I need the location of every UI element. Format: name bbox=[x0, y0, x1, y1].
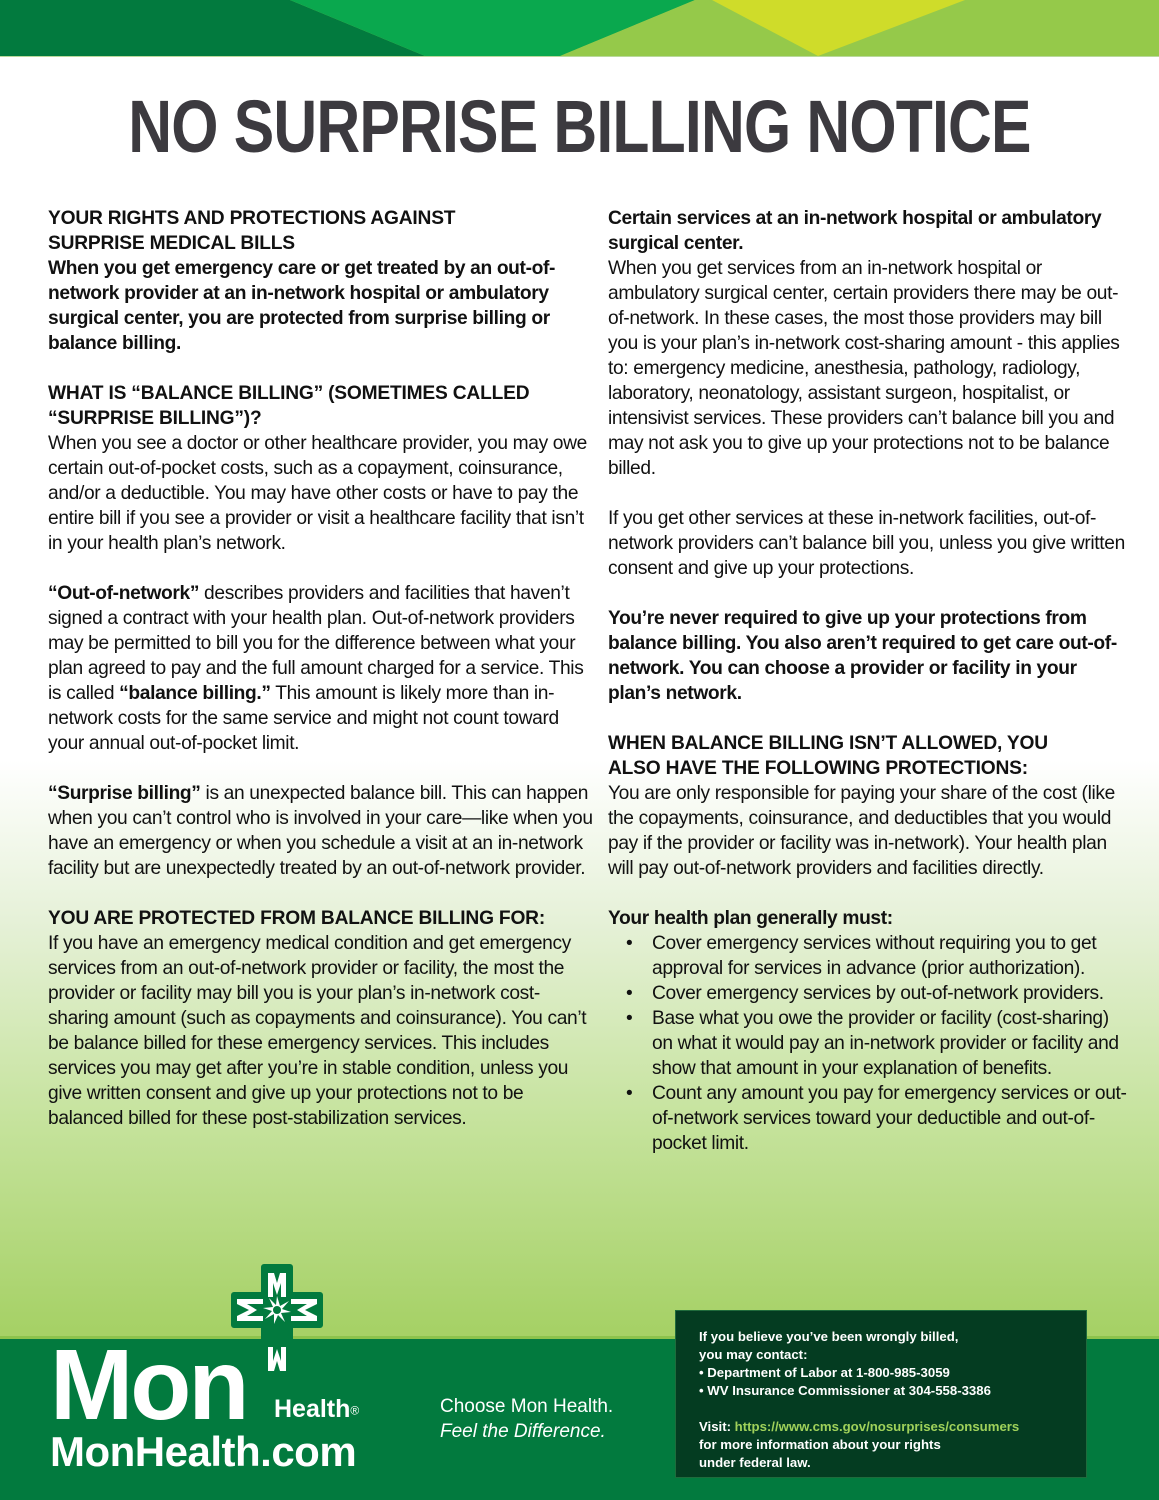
contact-info-box bbox=[675, 1310, 1087, 1478]
when-body: You are only responsible for paying your share of the cost (like the copayments, coinsurance, and deductibles that you would pay if the provider or facility was in-network). Your health plan will pay out-of-network providers and facilities directly. bbox=[608, 783, 1115, 879]
plan-must-section bbox=[608, 906, 1133, 1156]
logo-health-text: Health bbox=[274, 1395, 351, 1423]
plan-must-item: • Base what you owe the provider or facility (cost-sharing) on what it would pay an in-network provider or facility and show that amount in your explanation of benefits. bbox=[608, 1006, 1133, 1081]
contact-wv-insurance: WV Insurance Commissioner at 304-558-3386 bbox=[707, 1383, 991, 1398]
contact-line-2: you may contact: bbox=[699, 1347, 808, 1362]
plan-must-item: • Cover emergency services without requiring you to get approval for services in advance (prior authorization). bbox=[608, 931, 1133, 981]
surprise-billing-section bbox=[48, 781, 593, 881]
balance-billing-term: “balance billing.” bbox=[119, 683, 271, 704]
out-of-network-body-2: This amount is likely more than in-network costs for the same service and might not count toward your annual out-of-pocket limit. bbox=[48, 683, 559, 754]
when-heading-line-1: WHEN BALANCE BILLING ISN’T ALLOWED, YOU bbox=[608, 733, 1048, 754]
plan-must-item: • Cover emergency services by out-of-network providers. bbox=[608, 981, 1133, 1006]
contact-line-1: If you believe you’ve been wrongly billed, bbox=[699, 1329, 959, 1344]
visit-label: Visit: bbox=[699, 1419, 735, 1434]
header-decorative-band bbox=[0, 0, 1159, 57]
protected-body: If you have an emergency medical condition and get emergency services from an out-of-network provider or facility, the most the provider or facility may bill you is your plan’s in-network cost-sharing amount (such as copayments and coinsurance). You can’t be balance billed for these emergency services. This includes services you may get after you’re in stable condition, unless you give written consent and give up your protections not to be balanced billed for these post-stabilization services. bbox=[48, 933, 587, 1129]
out-of-network-body-1: describes providers and facilities that haven’t signed a contract with your health plan. Out-of-network providers may be permitted to bill you for the difference between what your plan agreed to pay and the full amount charged for a service. This is called bbox=[48, 583, 584, 704]
cms-url-link[interactable]: https://www.cms.gov/nosurprises/consumers bbox=[734, 1419, 1020, 1434]
more-info-line-2: under federal law. bbox=[699, 1455, 811, 1470]
contact-bullet: • WV Insurance Commissioner at 304-558-3386 bbox=[699, 1383, 991, 1398]
plan-must-item: • Count any amount you pay for emergency services or out-of-network services toward your deductible and out-of-pocket limit. bbox=[608, 1081, 1133, 1156]
balance-billing-section bbox=[48, 381, 593, 556]
website-link[interactable]: MonHealth.com bbox=[50, 1428, 357, 1475]
out-of-network-section bbox=[48, 581, 593, 756]
rights-heading-line-2: SURPRISE MEDICAL BILLS bbox=[48, 233, 295, 254]
plan-must-heading: Your health plan generally must: bbox=[608, 908, 893, 929]
registered-mark: ® bbox=[350, 1403, 360, 1418]
more-info-line-1: for more information about your rights bbox=[699, 1437, 941, 1452]
rights-body: When you get emergency care or get treated by an out-of-network provider at an in-network hospital or ambulatory surgical center, you are protected from surprise billing or balance billing. bbox=[48, 258, 556, 354]
never-required-paragraph: You’re never required to give up your protections from balance billing. You also aren’t required to get care out-of-network. You can choose a provider or facility in your plan’s network. bbox=[608, 608, 1117, 704]
rights-heading-line-1: YOUR RIGHTS AND PROTECTIONS AGAINST bbox=[48, 208, 456, 229]
protected-section bbox=[48, 906, 593, 1131]
right-column bbox=[608, 206, 1133, 1156]
plan-must-list bbox=[608, 931, 1133, 1156]
tagline bbox=[440, 1394, 613, 1444]
rights-section bbox=[48, 206, 593, 356]
logo-wordmark-mon: Mon bbox=[50, 1329, 247, 1441]
balance-heading-line-2: “SURPRISE BILLING”)? bbox=[48, 408, 262, 429]
logo-wordmark-health bbox=[274, 1395, 359, 1424]
when-heading-line-2: ALSO HAVE THE FOLLOWING PROTECTIONS: bbox=[608, 758, 1028, 779]
contact-department-of-labor: Department of Labor at 1-800-985-3059 bbox=[707, 1365, 950, 1380]
out-of-network-term: “Out-of-network” bbox=[48, 583, 200, 604]
certain-services-section bbox=[608, 206, 1133, 481]
balance-heading-line-1: WHAT IS “BALANCE BILLING” (SOMETIMES CALLED bbox=[48, 383, 530, 404]
when-not-allowed-section bbox=[608, 731, 1133, 881]
protected-heading: YOU ARE PROTECTED FROM BALANCE BILLING FOR: bbox=[48, 908, 546, 929]
surprise-billing-term: “Surprise billing” bbox=[48, 783, 201, 804]
left-column bbox=[48, 206, 593, 1156]
contact-bullet: • Department of Labor at 1-800-985-3059 bbox=[699, 1365, 950, 1380]
visit-line bbox=[699, 1418, 1086, 1436]
surprise-billing-body: is an unexpected balance bill. This can happen when you can’t control who is involved in your care—like when you have an emergency or when you schedule a visit at an in-network facility but are unexpectedly treated by an out-of-network provider. bbox=[48, 783, 593, 879]
page-title: NO SURPRISE BILLING NOTICE bbox=[128, 85, 1031, 168]
balance-body: When you see a doctor or other healthcare provider, you may owe certain out-of-pocket costs, such as a copayment, coinsurance, and/or a deductible. You may have other costs or have to pay the entire bill if you see a provider or visit a healthcare facility that isn’t in your health plan’s network. bbox=[48, 433, 587, 554]
tagline-line-1: Choose Mon Health. bbox=[440, 1396, 614, 1417]
tagline-line-2: Feel the Difference. bbox=[440, 1421, 606, 1442]
certain-services-body: When you get services from an in-network hospital or ambulatory surgical center, certain providers there may be out-of-network. In these cases, the most those providers may bill you is your plan’s in-network cost-sharing amount - this applies to: emergency medicine, anesthesia, pathology, radiology, laboratory, neonatology, assistant surgeon, hospitalist, or intensivist services. These providers can’t balance bill you and may not ask you to give up your protections not to be balance billed. bbox=[608, 258, 1120, 479]
other-services-paragraph: If you get other services at these in-network facilities, out-of-network providers can’t balance bill you, unless you give written consent and give up your protections. bbox=[608, 508, 1125, 579]
certain-services-heading: Certain services at an in-network hospital or ambulatory surgical center. bbox=[608, 208, 1102, 254]
